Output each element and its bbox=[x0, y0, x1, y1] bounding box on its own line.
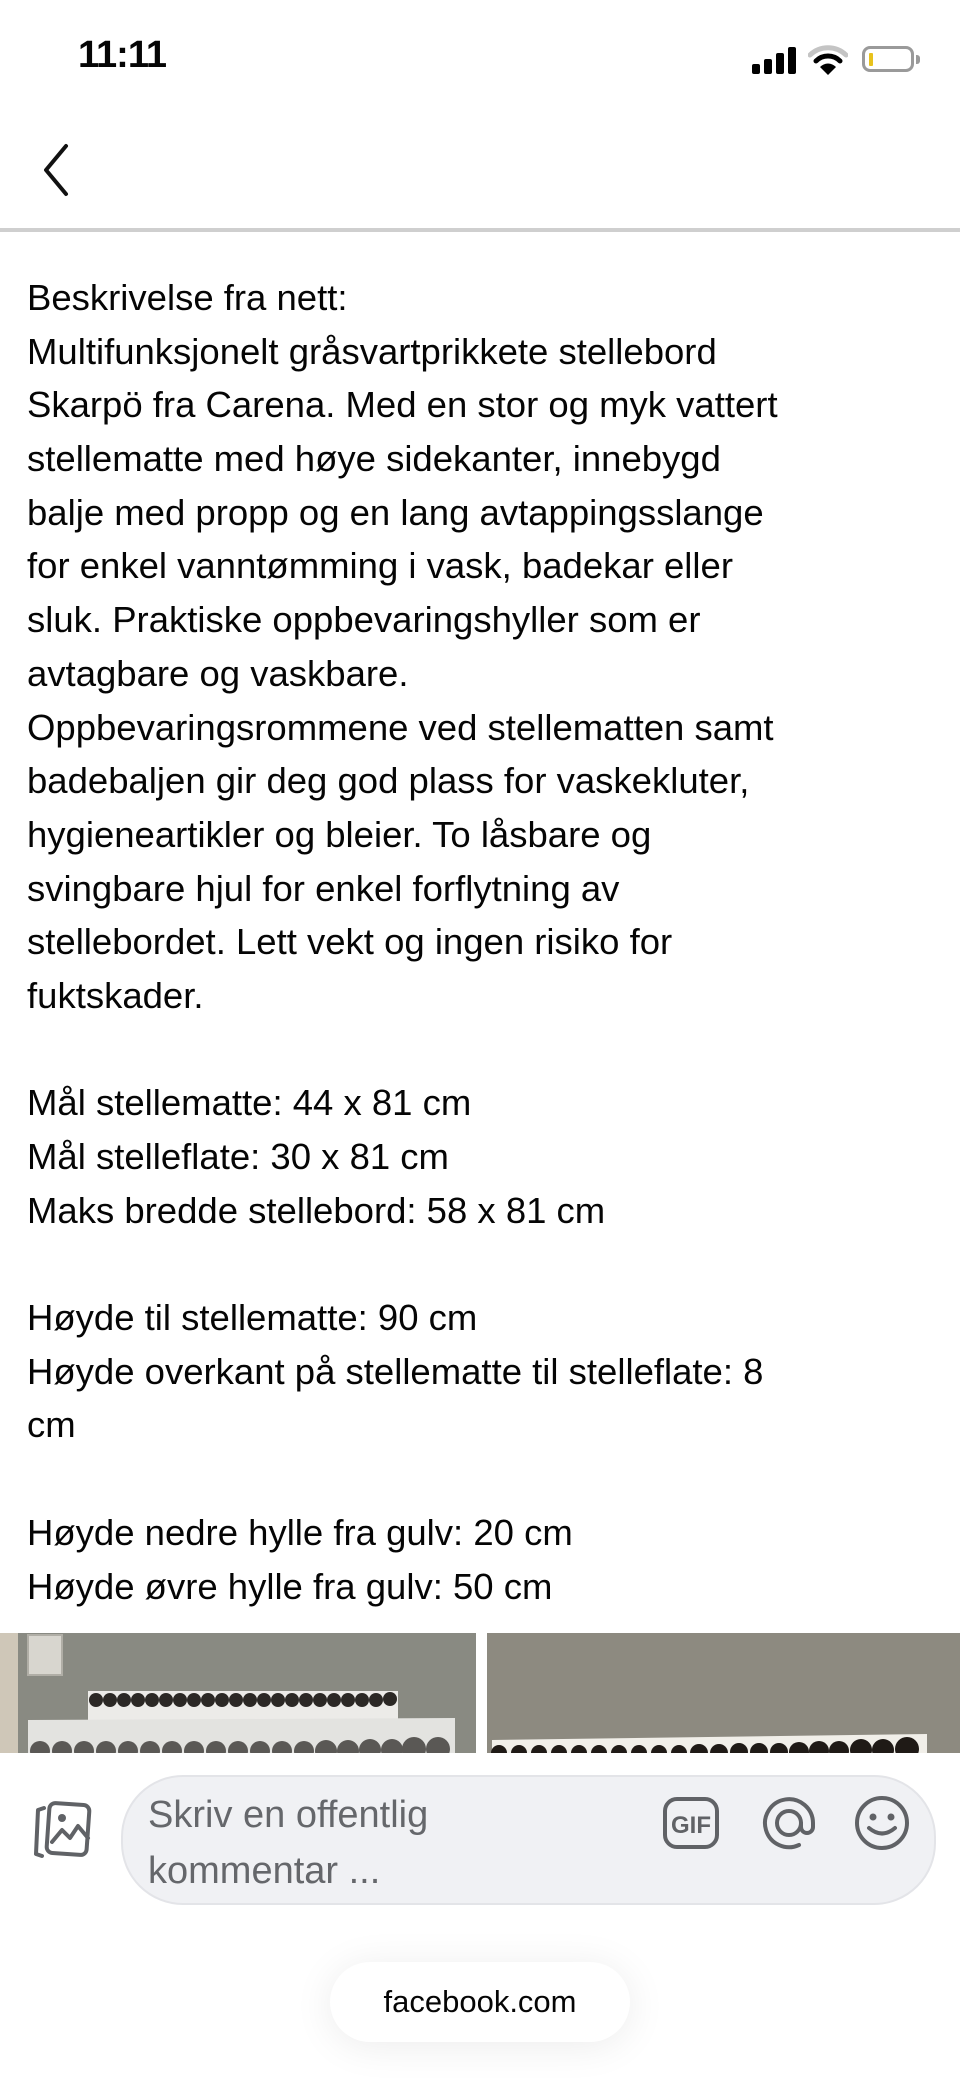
chevron-left-icon[interactable] bbox=[36, 140, 76, 200]
text-line: Høyde overkant på stellematte til stelleflate: 8 bbox=[27, 1350, 764, 1392]
url-text: facebook.com bbox=[383, 1984, 577, 2019]
text-line: stellebordet. Lett vekt og ingen risiko for bbox=[27, 921, 673, 963]
text-line: fuktskader. bbox=[27, 974, 204, 1016]
text-line bbox=[27, 1452, 947, 1506]
gif-icon[interactable] bbox=[661, 1793, 721, 1853]
cellular-signal-icon bbox=[752, 46, 798, 74]
text-line: avtagbare og vaskbare. bbox=[27, 652, 409, 694]
wifi-icon bbox=[808, 44, 848, 76]
text-line: Høyde til stellematte: 90 cm bbox=[27, 1297, 478, 1339]
text-line: balje med propp og en lang avtappingsslange bbox=[27, 491, 764, 533]
text-line bbox=[27, 1023, 947, 1077]
mention-icon[interactable] bbox=[759, 1793, 819, 1853]
battery-low-icon bbox=[862, 46, 914, 72]
text-line: Multifunksjonelt gråsvartprikkete stellebord bbox=[27, 330, 717, 372]
text-line: Høyde øvre hylle fra gulv: 50 cm bbox=[27, 1565, 553, 1607]
status-time: 11:11 bbox=[78, 34, 166, 76]
emoji-icon[interactable] bbox=[852, 1793, 912, 1853]
text-line: Maks bredde stellebord: 58 x 81 cm bbox=[27, 1189, 606, 1231]
text-line: Skarpö fra Carena. Med en stor og myk vattert bbox=[27, 384, 778, 426]
nav-bar bbox=[0, 110, 960, 228]
text-line: cm bbox=[27, 1404, 76, 1446]
post-description bbox=[27, 271, 947, 1613]
photo-attach-icon[interactable] bbox=[30, 1798, 94, 1860]
post-photo[interactable] bbox=[487, 1633, 960, 1753]
text-line: Oppbevaringsrommene ved stellematten samt bbox=[27, 706, 774, 748]
text-line: Mål stelleflate: 30 x 81 cm bbox=[27, 1136, 449, 1177]
comment-placeholder: Skriv en offentlig kommentar ... bbox=[148, 1794, 429, 1892]
text-line: hygieneartikler og bleier. To låsbare og bbox=[27, 813, 652, 855]
text-line: for enkel vanntømming i vask, badekar eller bbox=[27, 545, 733, 587]
text-line: svingbare hjul for enkel forflytning av bbox=[27, 867, 620, 909]
photo-grid bbox=[0, 1633, 960, 1753]
text-line: Mål stellematte: 44 x 81 cm bbox=[27, 1082, 472, 1124]
text-line: sluk. Praktiske oppbevaringshyller som er bbox=[27, 599, 701, 641]
post-photo[interactable] bbox=[0, 1633, 476, 1753]
text-line bbox=[27, 1237, 947, 1291]
text-line: stellematte med høye sidekanter, innebygd bbox=[27, 438, 721, 480]
url-bar[interactable] bbox=[330, 1962, 630, 2042]
header-divider bbox=[0, 228, 960, 232]
text-line: badebaljen gir deg god plass for vaskekluter, bbox=[27, 760, 750, 802]
status-bar bbox=[0, 0, 960, 110]
text-line: Beskrivelse fra nett: bbox=[27, 277, 348, 318]
svg-text:GIF: GIF bbox=[671, 1812, 711, 1839]
text-line: Høyde nedre hylle fra gulv: 20 cm bbox=[27, 1511, 573, 1553]
